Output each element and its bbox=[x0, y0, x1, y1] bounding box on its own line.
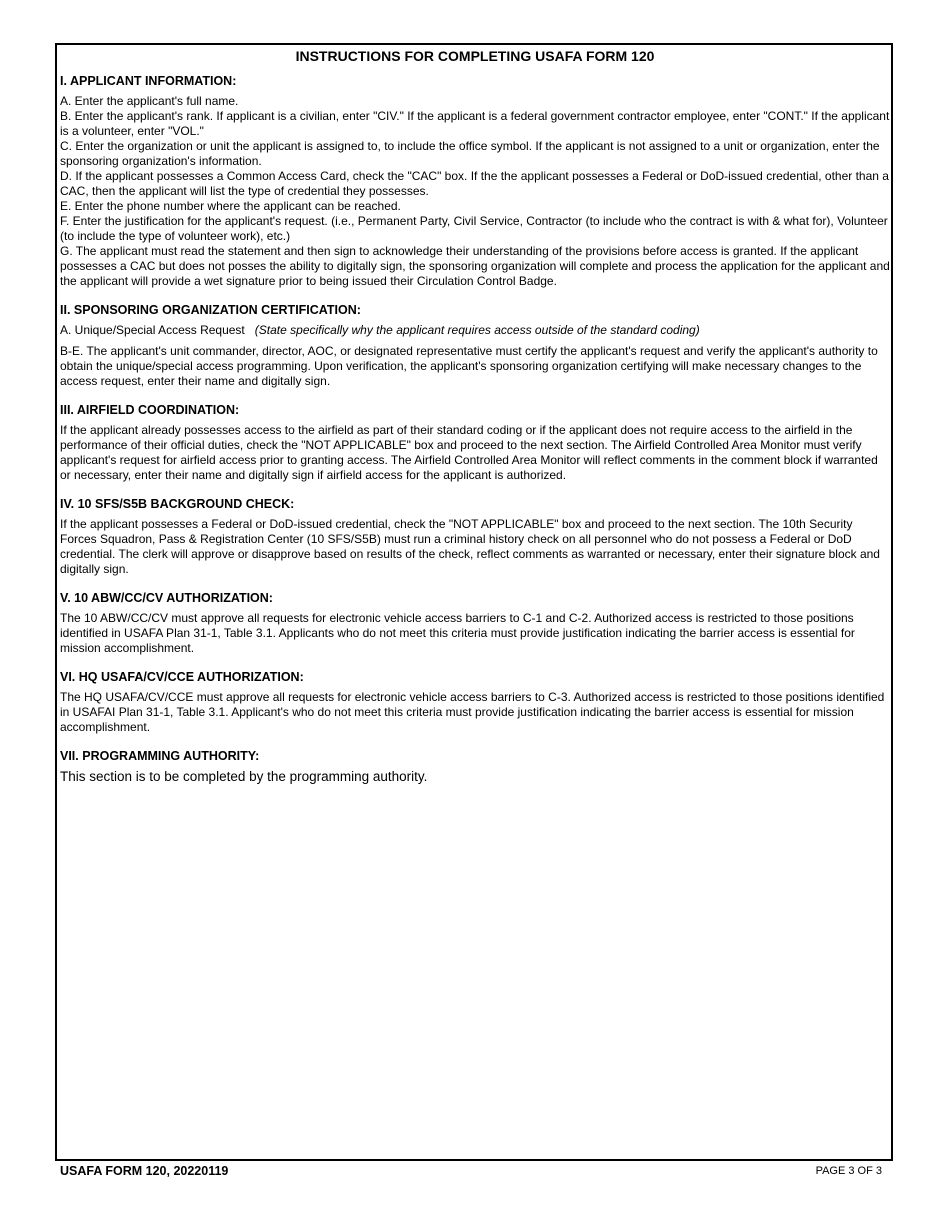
section-2-item-a-note: (State specifically why the applicant requires access outside of the standard coding) bbox=[254, 323, 700, 337]
section-6-body: The HQ USAFA/CV/CCE must approve all requests for electronic vehicle access barriers to C-3. Authorized access is restricted to those positions identified in USAFAI Plan 31-1, Table 3.1. Applicant's who do not meet this criteria must provide justification indicating the barrier access is essential for mission accomplishment. bbox=[60, 690, 885, 734]
section-1-heading: I. APPLICANT INFORMATION: bbox=[60, 74, 237, 88]
section-4-heading: IV. 10 SFS/S5B BACKGROUND CHECK: bbox=[60, 497, 295, 511]
section-1-item-c: C. Enter the organization or unit the applicant is assigned to, to include the office symbol. If the applicant is not assigned to a unit or organization, enter the sponsoring organization's information. bbox=[60, 139, 880, 168]
section-5-body: The 10 ABW/CC/CV must approve all requests for electronic vehicle access barriers to C-1 and C-2. Authorized access is restricted to those positions identified in USAFA Plan 31-1, Table 3.1. Applicants who do not meet this criteria must provide justification indicating the barrier access is essential for mission accomplishment. bbox=[60, 611, 855, 655]
section-1-item-b: B. Enter the applicant's rank. If applicant is a civilian, enter "CIV." If the applicant is a federal government contractor employee, enter "CONT." If the applicant is a volunteer, enter "VOL." bbox=[60, 109, 890, 138]
section-6-heading: VI. HQ USAFA/CV/CCE AUTHORIZATION: bbox=[60, 670, 304, 684]
section-1-item-g: G. The applicant must read the statement and then sign to acknowledge their understanding of the provisions before access is granted. If the applicant possesses a CAC but does not posses the ability to digitally sign, the sponsoring organization will complete and process the application for the applicant and the applicant will provide a wet signature prior to being issued their Circulation Control Badge. bbox=[60, 244, 890, 288]
section-3-body: If the applicant already possesses access to the airfield as part of their standard coding or if the applicant does not require access to the airfield in the performance of their official duties, check the "NOT APPLICABLE" box and proceed to the next section. The Airfield Controlled Area Monitor must verify applicant's request for airfield access prior to granting access. The Airfield Controlled Area Monitor will reflect comments in the comment block if warranted or necessary, enter their name and digitally sign if airfield access for the applicant is authorized. bbox=[60, 423, 878, 482]
section-5-heading: V. 10 ABW/CC/CV AUTHORIZATION: bbox=[60, 591, 273, 605]
section-2-heading: II. SPONSORING ORGANIZATION CERTIFICATION: bbox=[60, 303, 361, 317]
section-3-heading: III. AIRFIELD COORDINATION: bbox=[60, 403, 240, 417]
page-number: PAGE 3 OF 3 bbox=[815, 1165, 882, 1177]
section-2-item-a bbox=[60, 323, 890, 338]
instructions-content bbox=[60, 48, 890, 784]
section-1-item-e: E. Enter the phone number where the applicant can be reached. bbox=[60, 199, 401, 213]
section-2-item-a-label: A. Unique/Special Access Request bbox=[60, 323, 245, 337]
section-7-heading: VII. PROGRAMMING AUTHORITY: bbox=[60, 749, 260, 763]
section-4-body: If the applicant possesses a Federal or DoD-issued credential, check the "NOT APPLICABLE" box and proceed to the next section. The 10th Security Forces Squadron, Pass & Registration Center (10 SFS/S5B) must run a criminal history check on all personnel who do not possess a Federal or DoD credential. The clerk will approve or disapprove based on results of the check, reflect comments as warranted or necessary, enter their signature block and digitally sign. bbox=[60, 517, 880, 576]
section-1-item-a: A. Enter the applicant's full name. bbox=[60, 94, 239, 108]
page-title: INSTRUCTIONS FOR COMPLETING USAFA FORM 120 bbox=[295, 48, 655, 64]
section-1-item-f: F. Enter the justification for the applicant's request. (i.e., Permanent Party, Civil Service, Contractor (to include who the contract is with & what for), Volunteer (to include the type of volunteer work), etc.) bbox=[60, 214, 888, 243]
section-7-body: This section is to be completed by the programming authority. bbox=[60, 769, 428, 784]
section-2-item-b-e: B-E. The applicant's unit commander, director, AOC, or designated representative must certify the applicant's request and verify the applicant's authority to obtain the unique/special access programming. Upon verification, the applicant's sponsoring organization certifying will make necessary changes to the access request, enter their name and digitally sign. bbox=[60, 344, 878, 388]
form-identifier: USAFA FORM 120, 20220119 bbox=[60, 1164, 229, 1178]
section-1-item-d: D. If the applicant possesses a Common Access Card, check the "CAC" box. If the the applicant possesses a Federal or DoD-issued credential, other than a CAC, then the applicant will list the type of credential they possesses. bbox=[60, 169, 889, 198]
